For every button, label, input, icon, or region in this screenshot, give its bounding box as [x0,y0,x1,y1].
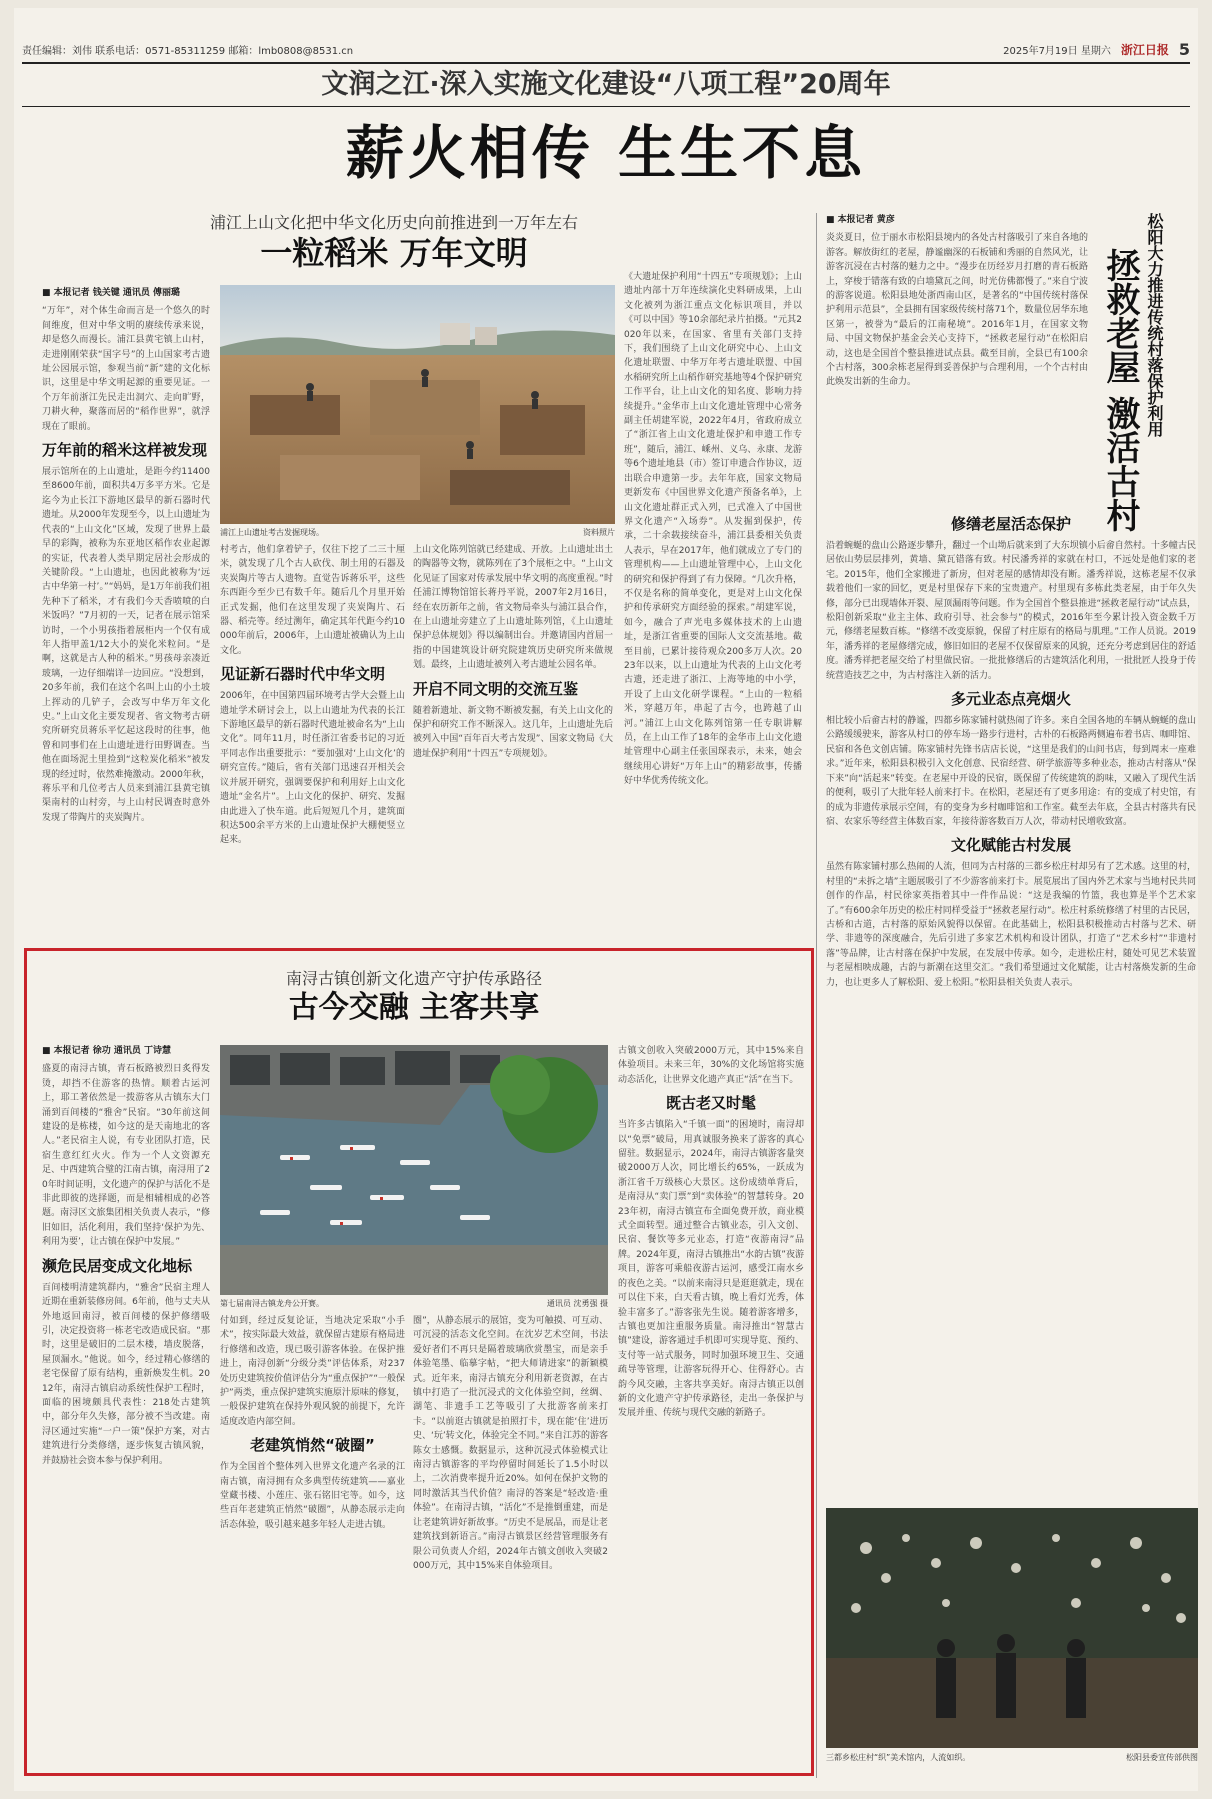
article3-body-3: 圈”，从静态展示的展馆，变为可触摸、可互动、可沉浸的活态文化空间。在沈岁艺术空间，书法爱好者们不再只是隔着玻璃欣赏墨宝，而是亲手体验笔墨、临摹字帖，“把大师请进家”的新颖模式。近年来，南浔古镇充分利用新老资源，在古镇中打造了一批沉浸式的文化体验空间，丝绸、湖笔、非遗手工艺等吸引了大批游客前来打卡。“以前逛古镇就是拍照打卡，现在能‘住’进历史、‘玩’转文化，体验完全不同。”来自江苏的游客陈女士感慨。数据显示，这种沉浸式体验模式让南浔古镇游客的平均停留时间延长了1.5小时以上，二次消费率提升近20%。如何在保护文物的同时激活其当代价值？南浔的答案是“轻改造·重体验”。在南浔古镇，“活化”不是推倒重建，而是让老建筑讲好新故事。“历史不是展品，而是让老建筑找到新语言。”南浔古镇景区经营管理服务有限公司负责人介绍，2024年古镇文创收入突破2000万元，其中15%来自体验项目。 [413,1316,608,1571]
section-kicker: 文润之江·深入实施文化建设“八项工程”20周年 [321,69,891,100]
article1-photo-credit: 资料照片 [583,528,615,537]
article1-lead-paragraph: “万年”，对个体生命而言是一个悠久的时间维度，但对中华文明的赓续传承来说，却是悠久而漫长。浦江县黄宅镇上山村，走进刚刚荣获“国字号”的上山国家考古遗址公园展示馆，参观当前“新”建的文化标识，这里是中华文明起源的重要见证。一个万年前浙江先民走出洞穴、走向旷野，刀耕火种，聚落而居的“稻作世界”，就浮现在了眼前。 [42,306,210,432]
article2-photo-credit: 松阳县委宣传部供图 [1126,1753,1198,1762]
article3-subhead-2: 老建筑悄然“破圈” [250,1436,375,1455]
article3-subtitle: 南浔古镇创新文化遗产守护传承路径 [285,969,542,988]
article3-column-2 [220,1314,405,1766]
article2-subhead-3: 文化赋能古村发展 [950,836,1071,855]
article1-caption-text: 浦江上山遗址考古发掘现场。 [220,528,324,537]
article1-subhead-1: 万年前的稻米这样被发现 [42,441,208,460]
article1-body-3b: 随着新遗址、新文物不断被发掘，有关上山文化的保护和研究工作不断深入。这几年，上山遗址先后被列入中国“百年百大考古发现”、国家文物局《大遗址保护利用“十四五”专项规划》。 [413,705,613,759]
article1-byline: ■ 本报记者 钱关键 通讯员 傅丽璐 [42,288,181,298]
article3-lead-paragraph: 盛夏的南浔古镇，青石板路被烈日炙得发烫，却挡不住游客的热情。顺着古运河上，耶工著依然是一拨游客从古镇东大门涌到百间楼的“雅舍”民宿。“30年前这间建设的是栋楼，如今这的是天南地北的客人。”老民宿主人说，有专业团队打造，民宿生意红红火火。作为一个人文资源充足、中西建筑合璧的江南古镇，南浔用了20年时间证明，文化遗产的保护与活化不是非此即彼的选择题，而是相辅相成的必答题。南浔区文旅集团相关负责人表示，“修旧如旧，活化利用，我们坚持‘保护为先、利用为要’，让古镇在保护中发展。” [42,1064,210,1248]
article1-body-1: 展示馆所在的上山遗址，是距今约11400至8600年前，面积共4万多平方米。它是迄今为止长江下游地区最早的新石器时代遗址。从2000年发现至今，以上山遗址为代表的“上山文化”区域，发现了世界上最早的彩陶，被称为东亚地区稻作农业起源的实证，代表着人类早期定居社会形成的关键阶段。“上山遗址，也因此被称为‘远古中华第一村’。”“妈妈，是1万年前我们祖先种下了稻米，才有我们今天香喷喷的白米饭吗？”7月初的一天，记者在展示馆采访时，一个小男孩指着展柜内一个仅有成年人指甲盖1/12大小的炭化米粒问。“是啊，这就是古人种的稻米。”男孩母亲凑近玻璃，一边仔细端详一边回应。“没想到，20多年前，我们在这个名叫上山的小土坡上挥动的几铲子，会改写中华万年文化史。”上山文化主要发现者、省文物考古研究所研究员蒋乐平忆起这段时的往事，他曾和同事们在上山遗址进行田野调查。当他在面场泥土里捡到“这粒炭化稻米”被发现的经过时，依然难掩激动。2000年秋，蒋乐平和几位考古人员来到浦江县黄宅镇渠南村的山村旁，与上山村民调查时意外发现了带陶片的夹炭陶片。 [42,467,210,823]
header-rule [22,62,1190,64]
issue-date: 2025年7月19日 星期六 [1003,45,1111,57]
article3-column-4 [618,1044,804,1766]
newspaper-page [14,8,1198,1791]
article1-column-3 [413,543,613,936]
article1-column-2 [220,543,405,936]
article1-column-1 [42,286,210,936]
article1-body-4: 《大遗址保护利用“十四五”专项规划》；上山遗址内部十万年连续演化史料研成果，上山文化被列为浙江重点文化标识项目，并以《可以中国》等10余部纪录片拍摄。“元其2020年以来，在国家、省里有关部门支持下，我们围绕了上山文化研究中心、上山文化遗址联盟、中华万年考古遗址联盟、中国水稻研究所上山稻作研究基地等4个保护研究工作平台，让上山文化的知名度、影响力持续提升。”金华市上山文化遗址管理中心常务副主任胡建军说，2022年4月，省政府成立了“浙江省上山文化遗址保护和申遗工作专班”，随后，浦江、嵊州、义乌、永康、龙游等6个遗址地县（市）签订申遗合作协议，迈出联合申遗第一步。去年年底，国家文物局更新发布《中国世界文化遗产预备名单》，上山文化遗址群正式入列，已式准入了中国世界文化遗产“入场券”。从发掘到保护，传承，二十余载接续奋斗，浦江县委相关负责人表示，早在2017年，他们就成立了专门的管理机构——上山遗址管理中心，上山文化的研究和保护得到了有力保障。“几次升格，不仅是名称的简单变化，更是对上山文化保护和传承研究方面经验的探索。”胡建军说，如今，融合了声光电多媒体技术的上山遗址，是浙江省重要的国际人文交流基地。截至目前，已累计接待观众200多万人次。2023年以来，以上山遗址为代表的上山文化考古遗，还走进了浙江、上海等地的中小学，开设了上山文化研学课程。“上山的一粒稻米，穿越万年，串起了古今，也跨越了山河。”浦江上山文化陈列馆第一任专职讲解员，在上山工作了18年的金华市上山文化遗址管理中心副主任张国琛表示，未来，她会继续用心讲好“万年上山”的精彩故事，传播好中华优秀传统文化。 [624,272,802,787]
article3-body-4b: 当许多古镇陷入“千镇一面”的困境时，南浔却以“免票”破局，用真诚服务换来了游客的真心留驻。数据显示，2024年，南浔古镇游客量突破2000万人次，同比增长约65%，一跃成为浙江省千万级核心大景区。这份成绩单背后，是南浔从“卖门票”到“卖体验”的智慧转身。2023年初，南浔古镇宣布全面免费开放，商业模式全面转型。通过整合古镇业态，引入文创、民宿、餐饮等多元业态，打造“夜游南浔”品牌。2024年夏，南浔古镇推出“水韵古镇”夜游项目，游客可乘船夜游古运河，感受江南水乡的夜色之美。“以前来南浔只是逛逛就走，现在可以住下来，白天看古镇，晚上看灯光秀，体验丰富多了。”游客张先生说。随着游客增多，古镇也更加注重服务质量。南浔推出“智慧古镇”建设，游客通过手机即可实现导览、预约、支付等一站式服务，同时加强环境卫生、交通疏导等管理，让游客玩得开心、住得舒心。古韵今风交融，主客共享美好。南浔古镇正以创新的文化遗产守护传承路径，走出一条保护与发展并重、传统与现代交融的新路子。 [618,1120,804,1419]
article3-photo-caption [220,1298,608,1309]
article2-photo-caption [826,1752,1198,1763]
article2-intro: 炎炎夏日，位于丽水市松阳县境内的各处古村落吸引了来自各地的游客。解放街红的老屋，静谧幽深的石板铺和秀丽的自然风光，让游客沉浸在古村落的魅力之中。“漫步在历经岁月打磨的青石板路上，穿梭于错落有致的白墙黛瓦之间，时光仿佛都慢了。”来自宁波的游客说道。松阳县地处浙西南山区，是著名的“中国传统村落保护利用示范县”，全县拥有国家级传统村落71个，数量位居华东地区第一，被誉为“最后的江南秘境”。2016年1月，在国家文物局、中国文物保护基金会关心支持下，“拯救老屋行动”在松阳启动，这也是全国首个整县推进试点县。截至目前，全县已有100余个古村落，300余栋老屋得到妥善保护与合理利用，一个个古村由此焕发出新的生命力。 [826,233,1088,388]
column-divider [816,213,817,1778]
article3-column-1 [42,1044,210,1766]
masthead-logo: 浙江日报 [1120,42,1169,57]
article3-column-3 [413,1314,608,1766]
article2-subhead-1: 修缮老屋活态保护 [950,515,1071,533]
article2-subhead-2: 多元业态点亮烟火 [950,690,1071,709]
article3-byline: ■ 本报记者 徐功 通讯员 丁诗慧 [42,1046,172,1056]
article2-intro-column [826,213,1088,503]
article1-photo-excavation [220,285,615,524]
article1-subhead-2: 见证新石器时代中华文明 [220,665,386,684]
page-header [22,38,1190,60]
article3-subhead-4: 既古老又时髦 [665,1094,756,1113]
article1-body-2b: 2006年，在中国第四届环境考古学大会暨上山遗址学术研讨会上，以上山遗址为代表的长江下游地区最早的新石器时代遗址被命名为“上山文化”。同年11月，时任浙江省委书记的习近平同志作出重要批示：“要加强对‘上山文化’的研究宣传。”随后，省有关部门迅速召开相关会议并展开研究，强调要保护和利用好上山文化遗址“金名片”。上山文化的保护、研究、发掘由此进入了快车道。此后短短几个月，建筑面积达500余平方米的上山遗址保护大棚便竖立起来。 [220,691,405,846]
article1-title: 一粒稻米 万年文明 [260,234,528,272]
article3-body-2b: 作为全国首个整体列入世界文化遗产名录的江南古镇，南浔拥有众多典型传统建筑——嘉业堂藏书楼、小莲庄、张石铭旧宅等。如今，这些百年老建筑正悄然“破圈”，从静态展示走向活态体验，吸引越来越多年轻人走进古镇。 [220,1462,405,1530]
article2-byline: ■ 本报记者 黄彦 [826,215,895,225]
article2-vertical-title: 拯救老屋 激活古村 [1100,248,1140,532]
kicker-rule [22,106,1190,107]
article1-subhead-3: 开启不同文明的交流互鉴 [413,679,579,698]
article3-body-4: 古镇文创收入突破2000万元，其中15%来自体验项目。未来三年，30%的文化场馆将实施动态活化，让世界文化遗产真正“活”在当下。 [618,1046,804,1085]
article3-subhead-1: 濒危民居变成文化地标 [42,1256,193,1275]
article3-photo-credit: 通讯员 沈勇强 摄 [546,1299,608,1308]
article3-body-2: 付如到，经过反复论证，当地决定采取“小手术”，按实际最大效益，就保留古建原有格局进行修缮和改造，现已吸引游客体验。在保护推进上，南浔创新“分级分类”评估体系，对237处历史建筑按价值评估分为“重点保护”“一般保护”两类，重点保护建筑实施原汁原味的修复，一般保护建筑在保持外观风貌的前提下，允许适度改造内部空间。 [220,1316,405,1427]
article3-photo-dragon-boat [220,1045,608,1295]
editor-line: 责任编辑：刘伟 联系电话：0571-85311259 邮箱：lmb0808@8531.cn [22,45,354,57]
article1-photo-caption [220,527,615,538]
page-number: 5 [1178,39,1190,59]
page-main-title: 薪火相传 生生不息 [345,119,867,187]
article3-caption-text: 第七届南浔古镇龙舟公开赛。 [220,1299,324,1308]
article2-body-column [826,508,1196,1508]
article1-subtitle: 浦江上山文化把中华文化历史向前推进到一万年左右 [209,213,578,232]
article1-body-2: 村考古，他们拿着铲子，仅往下挖了二三十厘米，就发现了几个古人砍伐、制土用的石器及夹炭陶片等古人遗物。直觉告诉蒋乐平，这些东西距今至少已有数千年。随后几个月里开始正式发掘，他们在这里发现了夹炭陶片、石器、稻壳等。经过测年，确定其年代距今约10000年前后，2006年，上山遗址被确认为上山文化。 [220,545,405,656]
article3-title: 古今交融 主客共享 [288,990,540,1025]
article2-photo-gallery [826,1508,1198,1748]
article1-column-4 [624,270,802,936]
article2-body-2: 相比较小后畲古村的静谧，四都乡陈家铺村就热闹了许多。来自全国各地的车辆从蜿蜒的盘山公路缓缓驶来，游客从村口的停车场一路步行进村，古朴的石板路两侧遍布着书店、咖啡馆、民宿和各色文创店铺。陈家铺村先锋书店店长说，“这里是我们的山间书店，每到周末一座难求。”近年来，松阳县积极引入文化创意、民宿经营、研学旅游等多种业态，推动古村落从“保下来”向“活起来”转变。在老屋中开设的民宿，既保留了传统建筑的韵味，又融入了现代生活的便利，吸引了大批年轻人前来打卡。在松阳，老屋还有了更多用途：有的变成了村史馆，有的成为非遗传承展示空间，有的变身为乡村咖啡馆和工作室。截至去年底，全县古村落共有民宿、农家乐等经营主体数百家，年接待游客数百万人次，带动村民增收致富。 [826,716,1196,827]
article1-body-3: 上山文化陈列馆就已经建成、开放。上山遗址出土的陶器等文物，就陈列在了3个展柜之中。“上山文化见证了国家对传承发展中华文明的高度重视。”时任浦江博物馆馆长蒋丹平说，2007年2月16日，经在农历新年之前，省文物局牵头与浦江县合作，在上山遗址旁建立了上山遗址陈列馆，《上山遗址保护总体规划》得以编制出台。并邀请国内首屈一指的中国建筑设计研究院建筑历史研究所来做规划。最终，上山遗址被列入考古遗址公园名单。 [413,545,613,671]
article3-body-1: 百间楼明清建筑群内，“雅舍”民宿主理人近期在重新装修房间。6年前，他与丈夫从外地返回南浔，被百间楼的保护修缮吸引，决定投资将一栋老宅改造成民宿。“那时，这里是破旧的二层木楼，墙皮脱落，屋顶漏水。”他说。如今，经过精心修缮的老宅保留了原有结构，重新焕发生机。2012年，南浔古镇启动系统性保护工程时，面临的困境颇具代表性：218处古建筑中，部分年久失修，部分被不当改建。南浔区通过实施“一户一策”保护方案，对古建筑进行分类修缮，逐步恢复古镇风貌，并鼓励社会资本参与保护利用。 [42,1282,210,1466]
article2-body-3: 虽然有陈家铺村那么热闹的人流，但同为古村落的三都乡松庄村却另有了艺术感。这里的村，村里的“未拆之墙”主题展吸引了不少游客前来打卡。展览展出了国内外艺术家与当地村民共同创作的作品，村民徐家英指着其中一件作品说：“这是我编的竹篮，我也算是半个艺术家了。”有600余年历史的松庄村同样受益于“拯救老屋行动”。松庄村系统修缮了村里的古民居，古桥和古道，古村落的原始风貌得以保留。在此基础上，松阳县积极推动古村落与艺术、研学、非遗等的深度融合，先后引进了多家艺术机构和设计团队，打造了“艺术乡村”“非遗村落”等品牌，让古村落在保护中发展，在发展中传承。如今，走进松庄村，随处可见艺术装置与老屋相映成趣，古韵与新潮在这里交汇。“我们希望通过文化赋能，让古村落焕发新的生命力，也让更多人了解松阳、爱上松阳。”松阳县相关负责人表示。 [826,862,1196,988]
article2-caption-text: 三都乡松庄村“织”美术馆内，人流如织。 [826,1753,971,1762]
article2-vertical-subtitle: 松阳大力推进传统村落保护利用 [1145,213,1164,437]
article2-body-1: 沿着蜿蜒的盘山公路逐步攀升，翻过一个山坳后就来到了大东坝镇小后畲自然村。十多幢古民居依山势层层排列，黄墙、黛瓦错落有致。村民潘秀祥的家就在村口，不远处是他们家的老宅。2015年，他们全家搬进了新房，但对老屋的感情却没有断。潘秀祥说，这栋老屋不仅承载着他们一家的回忆，更是村里保存下来的宝贵遗产。村里现有多栋此类老屋，由于年久失修，部分已出现墙体开裂、屋顶漏雨等问题。作为全国首个整县推进“拯救老屋行动”试点县，松阳创新采取“业主主体、政府引导、社会参与”的模式，2016年至今累计投入资金数千万元，修缮老屋数百栋。“修缮不改变原貌，保留了村庄原有的格局与肌理。”工作人员说。2019年，潘秀祥的老屋修缮完成，修旧如旧的老屋不仅保留原来的风貌，还充分考虑到居住的舒适度。潘秀祥把老屋交给了村里做民宿。一批批修缮后的古建筑活化利用，一批批匠人投身于传统营造技艺之中，为古村落注入新的活力。 [826,541,1196,681]
